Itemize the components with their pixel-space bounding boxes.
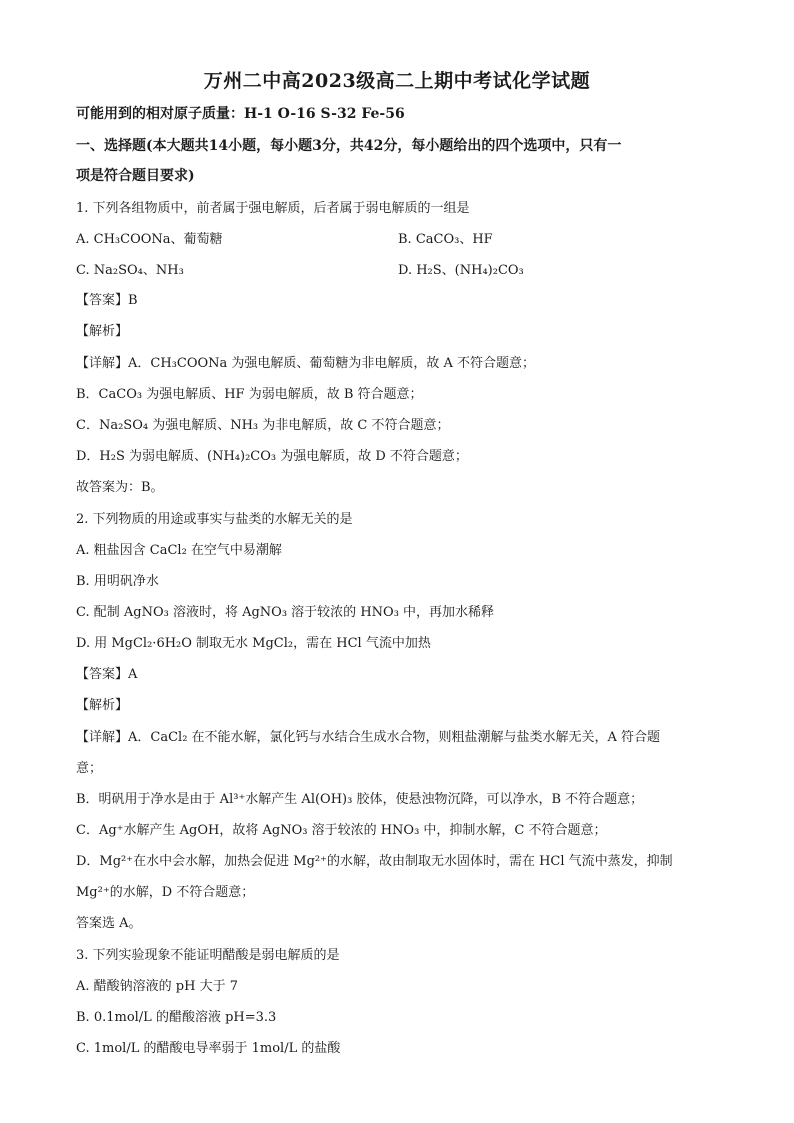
q1-option-b: B. CaCO₃、HF <box>398 232 493 247</box>
q3-option-b: B. 0.1mol/L 的醋酸溶液 pH=3.3 <box>76 1010 277 1025</box>
q1-option-a: A. CH₃COONa、葡萄糖 <box>76 232 223 247</box>
q3-option-c: C. 1mol/L 的醋酸电导率弱于 1mol/L 的盐酸 <box>76 1041 341 1056</box>
q1-detail-c: C．Na₂SO₄ 为强电解质、NH₃ 为非电解质，故 C 不符合题意； <box>76 418 450 433</box>
q2-option-d: D. 用 MgCl₂·6H₂O 制取无水 MgCl₂，需在 HCl 气流中加热 <box>76 636 431 651</box>
q2-answer: 【答案】A <box>76 667 138 682</box>
q2-option-b: B. 用明矾净水 <box>76 574 159 589</box>
q1-detail-d: D．H₂S 为弱电解质、(NH₄)₂CO₃ 为强电解质，故 D 不符合题意； <box>76 449 468 464</box>
q2-detail-a-cont: 意； <box>76 761 103 776</box>
q2-detail-c: C．Ag⁺水解产生 AgOH，故将 AgNO₃ 溶于较浓的 HNO₃ 中，抑制水解，C 不符合题意； <box>76 823 607 838</box>
q1-stem: 1. 下列各组物质中，前者属于强电解质，后者属于弱电解质的一组是 <box>76 201 470 216</box>
section-heading-line1: 一、选择题(本大题共14小题，每小题3分，共42分，每小题给出的四个选项中，只有一 <box>76 138 622 154</box>
q3-option-a: A. 醋酸钠溶液的 pH 大于 7 <box>76 979 238 994</box>
section-heading-line2: 项是符合题目要求) <box>76 168 195 184</box>
q2-detail-d-cont: Mg²⁺的水解，D 不符合题意； <box>76 885 255 900</box>
q1-conclusion: 故答案为：B。 <box>76 480 164 495</box>
q1-option-d: D. H₂S、(NH₄)₂CO₃ <box>398 263 524 278</box>
q2-analysis-label: 【解析】 <box>76 698 129 713</box>
q2-option-a: A. 粗盐因含 CaCl₂ 在空气中易潮解 <box>76 543 282 558</box>
q1-option-c: C. Na₂SO₄、NH₃ <box>76 263 184 278</box>
q2-stem: 2. 下列物质的用途或事实与盐类的水解无关的是 <box>76 512 353 527</box>
q1-analysis-label: 【解析】 <box>76 324 129 339</box>
q3-stem: 3. 下列实验现象不能证明醋酸是弱电解质的是 <box>76 948 340 963</box>
q1-detail-b: B．CaCO₃ 为强电解质、HF 为弱电解质，故 B 符合题意； <box>76 387 423 402</box>
q2-detail-d: D．Mg²⁺在水中会水解，加热会促进 Mg²⁺的水解，故由制取无水固体时，需在 HCl 气流中蒸发，抑制 <box>76 854 673 869</box>
q2-conclusion: 答案选 A。 <box>76 916 142 931</box>
q1-answer: 【答案】B <box>76 293 138 308</box>
atomic-mass-note: 可能用到的相对原子质量：H-1 O-16 S-32 Fe-56 <box>76 106 405 122</box>
page-title: 万州二中高2023级高二上期中考试化学试题 <box>203 70 591 92</box>
q2-detail-b: B．明矾用于净水是由于 Al³⁺水解产生 Al(OH)₃ 胶体，使悬浊物沉降，可以净水，B 不符合题意； <box>76 792 644 807</box>
q2-detail-a: 【详解】A．CaCl₂ 在不能水解，氯化钙与水结合生成水合物，则粗盐潮解与盐类水解无关，A 符合题 <box>76 730 661 745</box>
q2-option-c: C. 配制 AgNO₃ 溶液时，将 AgNO₃ 溶于较浓的 HNO₃ 中，再加水稀释 <box>76 605 495 620</box>
q1-detail-a: 【详解】A．CH₃COONa 为强电解质、葡萄糖为非电解质，故 A 不符合题意； <box>76 356 536 371</box>
